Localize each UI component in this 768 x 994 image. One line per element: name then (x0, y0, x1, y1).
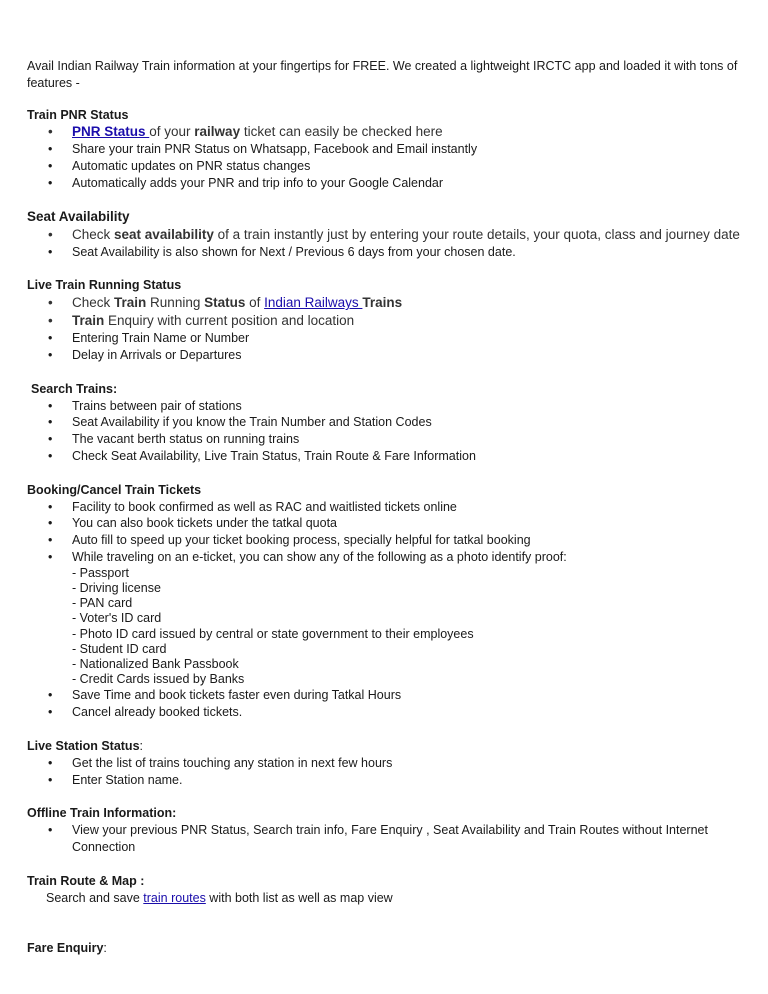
booking-list (27, 499, 742, 566)
booking-heading: Booking/Cancel Train Tickets (27, 482, 202, 497)
station-list (27, 755, 742, 789)
text: of (245, 295, 265, 311)
id-proof-item: - Driving license (72, 580, 161, 595)
seat-heading: Seat Availability (27, 208, 130, 224)
id-proof-item: - Nationalized Bank Passbook (72, 656, 239, 671)
id-proof-item: - Voter's ID card (72, 611, 162, 626)
text: of your (149, 124, 195, 140)
text: railway (194, 124, 241, 140)
list-item (27, 226, 742, 244)
id-proof-item: - Passport (72, 565, 129, 580)
list-item: • Trains between pair of stations (27, 398, 742, 415)
text: Train (72, 313, 105, 329)
indian-railways-link[interactable]: Indian Railways (264, 295, 363, 311)
document-page (27, 58, 742, 957)
list-item: • Check Seat Availability, Live Train Status, Train Route & Fare Information (27, 448, 742, 465)
list-item: • While traveling on an e-ticket, you can show any of the following as a photo identify proof: (27, 549, 742, 566)
station-heading (27, 738, 742, 755)
text: : (103, 941, 107, 956)
list-item: • Entering Train Name or Number (27, 330, 742, 347)
text: : (139, 738, 144, 753)
list-item (27, 312, 742, 330)
list-item: • Automatic updates on PNR status changes (27, 158, 742, 175)
list-item (27, 294, 742, 312)
text: of a train instantly just by entering your route details, your quota, class and journey date (213, 226, 740, 242)
list-item: • Seat Availability if you know the Train Number and Station Codes (27, 414, 742, 431)
list-item: • Seat Availability is also shown for Next / Previous 6 days from your chosen date. (27, 244, 742, 261)
list-item: • The vacant berth status on running trains (27, 431, 742, 448)
text: Trains (362, 295, 403, 311)
list-item: • Cancel already booked tickets. (27, 704, 742, 721)
booking-list-2 (27, 687, 742, 721)
pnr-list (27, 123, 742, 191)
list-item: • Auto fill to speed up your ticket booking process, specially helpful for tatkal booking (27, 532, 742, 549)
list-item: • View your previous PNR Status, Search train info, Fare Enquiry , Seat Availability and Train Routes without Internet Connection (27, 822, 742, 856)
text: with both list as well as map view (205, 890, 393, 905)
list-item: • Automatically adds your PNR and trip info to your Google Calendar (27, 175, 742, 192)
text: Live Station Status (27, 738, 140, 753)
id-proof-item: - Credit Cards issued by Banks (72, 672, 245, 687)
route-text (27, 890, 742, 907)
list-item: • Get the list of trains touching any station in next few hours (27, 755, 742, 772)
list-item (27, 123, 742, 141)
list-item: • You can also book tickets under the tatkal quota (27, 515, 742, 532)
list-item: • Delay in Arrivals or Departures (27, 347, 742, 364)
text: Running (146, 295, 205, 311)
text: Fare Enquiry (27, 941, 104, 956)
offline-heading: Offline Train Information: (27, 806, 177, 821)
id-proof-item: - PAN card (72, 596, 133, 611)
live-heading: Live Train Running Status (27, 278, 182, 293)
text: seat availability (114, 226, 214, 242)
search-list (27, 398, 742, 465)
text: Enquiry with current position and location (104, 313, 355, 329)
offline-list (27, 822, 742, 856)
route-heading: Train Route & Map : (27, 873, 145, 888)
list-item: • Share your train PNR Status on Whatsapp, Facebook and Email instantly (27, 141, 742, 158)
text: Check (72, 295, 115, 311)
live-list (27, 294, 742, 364)
list-item: • Save Time and book tickets faster even during Tatkal Hours (27, 687, 742, 704)
text: Search and save (46, 890, 144, 905)
fare-heading (27, 940, 742, 957)
text: Train (114, 295, 147, 311)
text: Check (72, 226, 115, 242)
id-proof-item: - Student ID card (72, 641, 167, 656)
text: Status (204, 295, 246, 311)
seat-list (27, 226, 742, 261)
id-proof-list (27, 566, 742, 688)
id-proof-item: - Photo ID card issued by central or state government to their employees (72, 626, 474, 641)
list-item: • Facility to book confirmed as well as RAC and waitlisted tickets online (27, 499, 742, 516)
list-item: • Enter Station name. (27, 772, 742, 789)
text: ticket can easily be checked here (240, 124, 443, 140)
intro-text: Avail Indian Railway Train information at your fingertips for FREE. We created a lightweight IRCTC app and loaded it with tons of features - (27, 59, 738, 90)
search-heading: Search Trains: (31, 381, 118, 396)
pnr-status-link[interactable]: PNR Status (72, 124, 150, 140)
pnr-heading: Train PNR Status (27, 107, 129, 122)
train-routes-link[interactable]: train routes (143, 890, 206, 905)
